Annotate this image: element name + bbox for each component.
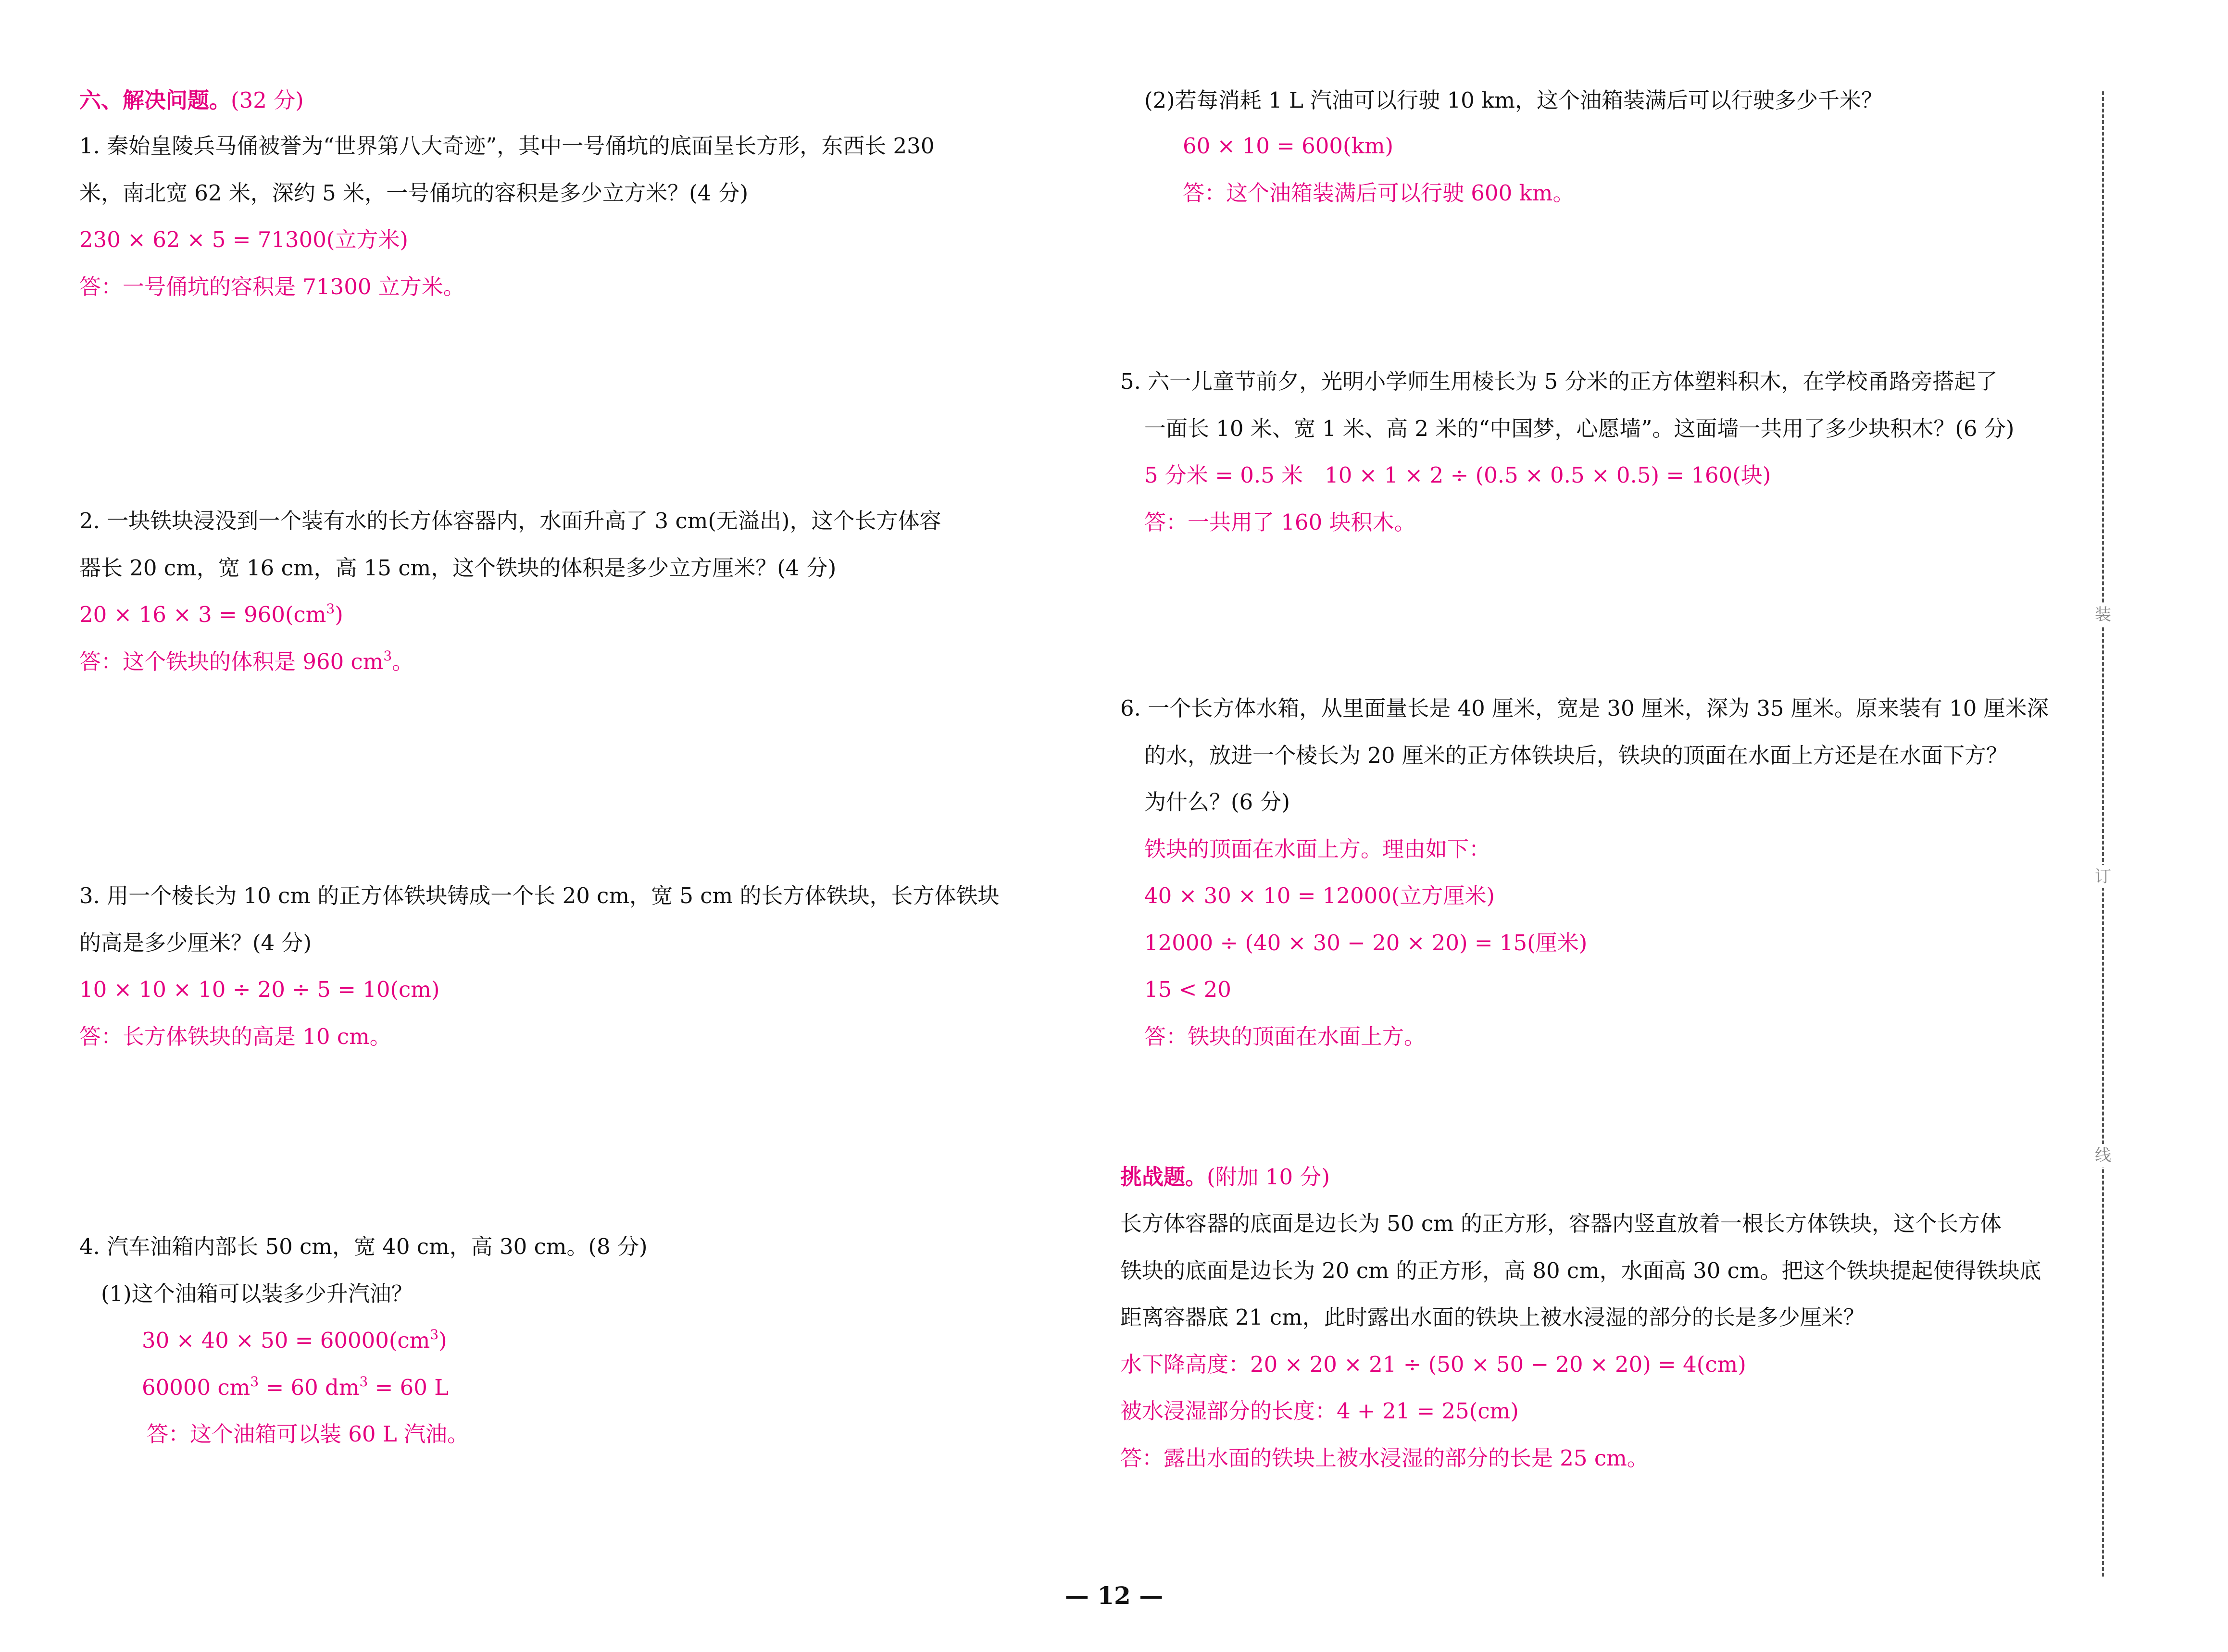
binding-mark-ding: 订	[2091, 865, 2115, 888]
question-4-answer-formula: $30 \times 40 \times 50 = 60000(cm^3)$	[142, 1327, 447, 1353]
challenge-line-3: 距离容器底 21 cm，此时露出水面的铁块上被水浸湿的部分的长是多少厘米？	[1120, 1304, 1865, 1330]
question-3-line-2: 的高是多少厘米？(4 分)	[79, 930, 312, 956]
question-6-line-1: 6. 一个长方体水箱，从里面量长是 40 厘米，宽是 30 厘米，深为 35 厘米。原来装有 10 厘米深	[1120, 696, 2049, 721]
question-4-line-1: 4. 汽车油箱内部长 50 cm，宽 40 cm，高 30 cm。(8 分)	[79, 1234, 648, 1259]
question-1-answer-statement: 答：一号俑坑的容积是 71300 立方米。	[79, 274, 465, 299]
binding-cut-line	[2102, 91, 2104, 1577]
question-3-answer-formula: 10 × 10 × 10 ÷ 20 ÷ 5 = 10(cm)	[79, 977, 440, 1002]
question-5-line-2: 一面长 10 米、宽 1 米、高 2 米的“中国梦，心愿墙”。这面墙一共用了多少块积木？(6 分)	[1144, 416, 2015, 441]
question-4-answer-conversion: 60000 $cm^3 = 60$ $dm^3 = 60$ L	[142, 1374, 449, 1400]
challenge-title: 挑战题。	[1120, 1164, 1207, 1190]
question-5-line-1: 5. 六一儿童节前夕，光明小学师生用棱长为 5 分米的正方体塑料积木，在学校甬路旁搭起了	[1120, 369, 1998, 394]
section-points: (32 分)	[231, 87, 304, 113]
page-number: — 12 —	[1064, 1581, 1164, 1610]
question-2-line-2: 器长 20 cm，宽 16 cm，高 15 cm，这个铁块的体积是多少立方厘米？(4 分)	[79, 555, 837, 581]
question-2-answer-formula: $20 \times 16 \times 3 = 960(cm^3)$	[79, 601, 343, 627]
question-4b-answer-statement: 答：这个油箱装满后可以行驶 600 km。	[1183, 180, 1575, 206]
challenge-line-1: 长方体容器的底面是边长为 50 cm 的正方形，容器内竖直放着一根长方体铁块，这个长方体	[1120, 1211, 2002, 1236]
question-4-sub-1: (1)这个油箱可以装多少升汽油？	[101, 1281, 413, 1306]
question-6-answer-statement: 答：铁块的顶面在水面上方。	[1144, 1024, 1426, 1049]
question-1-line-1: 1. 秦始皇陵兵马俑被誉为“世界第八大奇迹”，其中一号俑坑的底面呈长方形，东西长 230	[79, 133, 935, 159]
question-6-line-3: 为什么？(6 分)	[1144, 789, 1290, 815]
question-6-answer-compare: 15 < 20	[1144, 977, 1231, 1002]
challenge-line-2: 铁块的底面是边长为 20 cm 的正方形，高 80 cm，水面高 30 cm。把这个铁块提起使得铁块底	[1120, 1258, 2041, 1283]
section-heading	[79, 77, 304, 124]
binding-mark-zhuang: 装	[2091, 603, 2115, 626]
challenge-points: (附加 10 分)	[1207, 1164, 1330, 1190]
question-2-line-1: 2. 一块铁块浸没到一个装有水的长方体容器内，水面升高了 3 cm(无溢出)，这个长方体容	[79, 508, 941, 534]
section-title: 六、解决问题。	[79, 87, 231, 113]
question-5-answer-statement: 答：一共用了 160 块积木。	[1144, 509, 1416, 535]
question-3-line-1: 3. 用一个棱长为 10 cm 的正方体铁块铸成一个长 20 cm，宽 5 cm 的长方体铁块，长方体铁块	[79, 883, 1000, 908]
challenge-answer-wet-length: 被水浸湿部分的长度：4 + 21 = 25(cm)	[1120, 1398, 1519, 1424]
question-4-answer-statement: 答：这个油箱可以装 60 L 汽油。	[147, 1421, 469, 1447]
question-1-answer-formula: 230 × 62 × 5 = 71300(立方米)	[79, 227, 408, 252]
question-6-answer-height: 12000 ÷ (40 × 30 − 20 × 20) = 15(厘米)	[1144, 930, 1588, 956]
question-5-answer-formula: 5 分米 = 0.5 米 10 × 1 × 2 ÷ (0.5 × 0.5 × 0.5) = 160(块)	[1144, 462, 1771, 488]
challenge-answer-drop: 水下降高度：20 × 20 × 21 ÷ (50 × 50 − 20 × 20) = 4(cm)	[1120, 1352, 1746, 1377]
challenge-heading	[1120, 1154, 1330, 1201]
question-4b-answer-formula: 60 × 10 = 600(km)	[1183, 133, 1394, 159]
question-3-answer-statement: 答：长方体铁块的高是 10 cm。	[79, 1024, 391, 1049]
question-4-sub-2: (2)若每消耗 1 L 汽油可以行驶 10 km，这个油箱装满后可以行驶多少千米？	[1144, 87, 1883, 113]
question-6-line-2: 的水，放进一个棱长为 20 厘米的正方体铁块后，铁块的顶面在水面上方还是在水面下方？	[1144, 743, 2008, 768]
question-6-answer-volume: 40 × 30 × 10 = 12000(立方厘米)	[1144, 883, 1495, 908]
question-2-answer-statement: 答：这个铁块的体积是 960 $cm^3$。	[79, 648, 414, 674]
challenge-answer-statement: 答：露出水面的铁块上被水浸湿的部分的长是 25 cm。	[1120, 1445, 1649, 1471]
question-6-answer-reason: 铁块的顶面在水面上方。理由如下：	[1144, 836, 1491, 862]
question-1-line-2: 米，南北宽 62 米，深约 5 米，一号俑坑的容积是多少立方米？(4 分)	[79, 180, 749, 206]
binding-mark-xian: 线	[2091, 1144, 2115, 1167]
